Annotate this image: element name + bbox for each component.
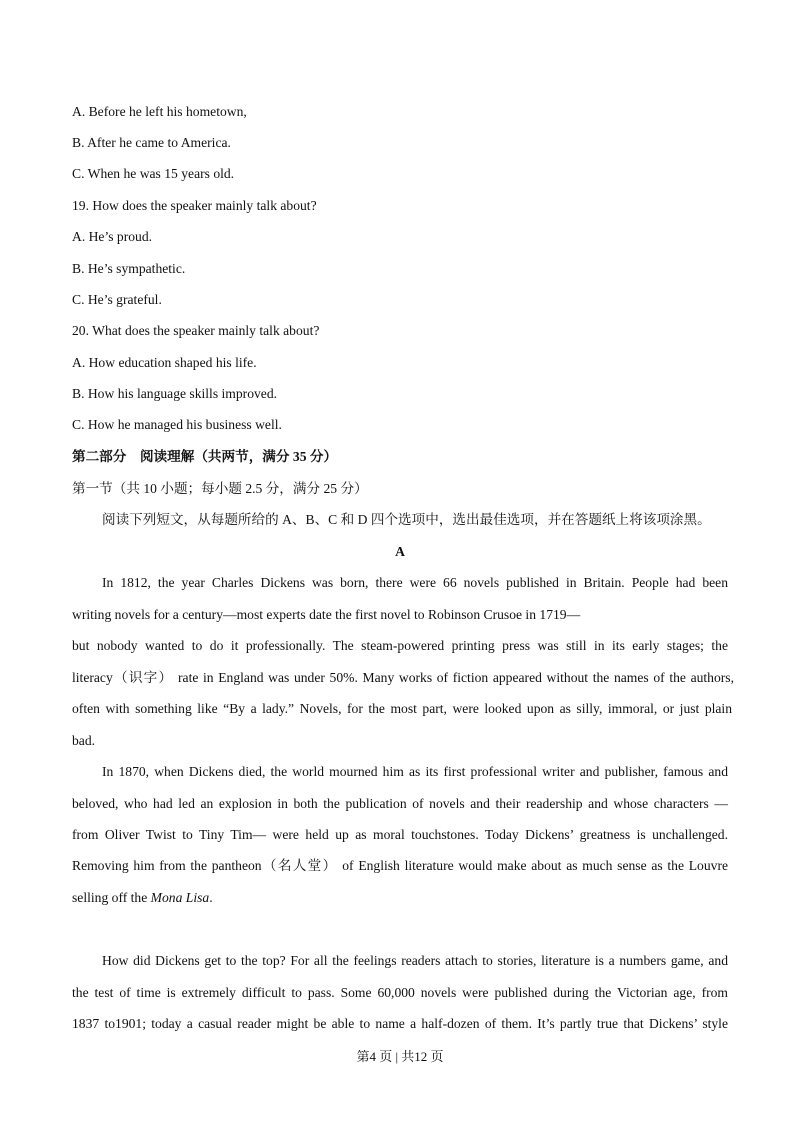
q20-option-c: C. How he managed his business well.	[72, 417, 282, 432]
section-subheading: 第一节（共 10 小题；每小题 2.5 分，满分 25 分）	[72, 481, 368, 496]
passage-line-last	[72, 889, 213, 907]
mona-lisa-title: Mona Lisa	[150, 890, 210, 905]
q19-option-c: C. He’s grateful.	[72, 292, 162, 307]
section-instruction: 阅读下列短文，从每题所给的 A、B、C 和 D 四个选项中，选出最佳选项，并在答题纸上将该项涂黑。	[102, 512, 711, 527]
q20-option-a: A. How education shaped his life.	[72, 355, 257, 370]
section-heading: 第二部分 阅读理解（共两节，满分 35 分）	[72, 449, 338, 464]
passage-line: but nobody wanted to do it professionally. The steam-powered printing press was still in its early stages; the	[72, 638, 728, 653]
q19-option-a: A. He’s proud.	[72, 229, 153, 244]
passage-line: In 1812, the year Charles Dickens was born, there were 66 novels published in Britain. People had been	[102, 575, 728, 590]
passage-title: A	[395, 544, 405, 559]
q18-option-b: B. After he came to America.	[72, 135, 231, 150]
q20-question: 20. What does the speaker mainly talk about?	[72, 323, 320, 338]
passage-line: 1837 to1901; today a casual reader might be able to name a half-dozen of them. It’s partly true that Dickens’ style	[72, 1016, 728, 1031]
q18-option-a: A. Before he left his hometown,	[72, 104, 247, 119]
page-footer: 第4 页 | 共12 页	[356, 1049, 444, 1064]
q19-question: 19. How does the speaker mainly talk about?	[72, 198, 317, 213]
q20-option-b: B. How his language skills improved.	[72, 386, 278, 401]
q19-option-b: B. He’s sympathetic.	[72, 261, 186, 276]
passage-text: selling off the	[72, 890, 151, 905]
passage-line: bad.	[72, 733, 96, 748]
passage-line: often with something like “By a lady.” Novels, for the most part, were looked upon as silly, immoral, or just plain	[72, 701, 732, 716]
passage-line: from Oliver Twist to Tiny Tim— were held up as moral touchstones. Today Dickens’ greatness is unchallenged.	[72, 827, 728, 842]
passage-line: beloved, who had led an explosion in both the publication of novels and their readership and whose characters —	[72, 796, 728, 811]
passage-line: How did Dickens get to the top? For all the feelings readers attach to stories, literature is a numbers game, and	[102, 953, 728, 968]
passage-line: the test of time is extremely difficult to pass. Some 60,000 novels were published during the Victorian age, from	[72, 985, 728, 1000]
q18-option-c: C. When he was 15 years old.	[72, 166, 235, 181]
passage-line: Removing him from the pantheon（名人堂） of English literature would make about as much sense as the Louvre	[72, 858, 728, 873]
passage-line: literacy（识字） rate in England was under 50%. Many works of fiction appeared without the names of the authors,	[72, 670, 734, 685]
passage-line: In 1870, when Dickens died, the world mourned him as its first professional writer and publisher, famous and	[102, 764, 728, 779]
passage-line: writing novels for a century—most experts date the first novel to Robinson Crusoe in 1719—	[72, 607, 581, 622]
passage-text: .	[209, 890, 213, 905]
